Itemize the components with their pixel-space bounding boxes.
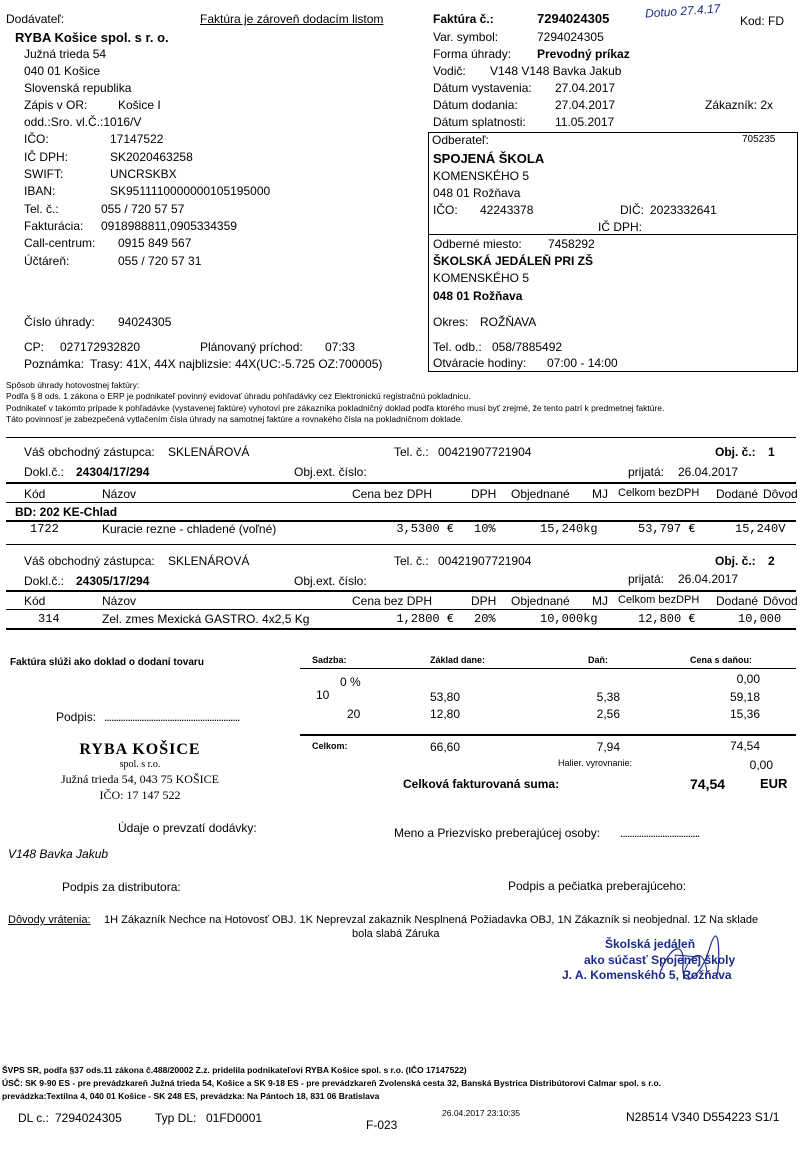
tax-zaklad: 53,80 (429, 690, 460, 704)
order2-prijata-label: prijatá: (628, 572, 665, 586)
tax-head-dan: Daň: (588, 655, 608, 665)
tax-head-zaklad: Základ dane: (430, 655, 486, 665)
icdph-value: SK2020463258 (110, 150, 193, 164)
dovody-line-2: bola slabá Záruka (352, 928, 440, 940)
issue-date: 27.04.2017 (555, 81, 616, 95)
payment-number-label: Číslo úhrady: (24, 315, 95, 329)
swift-value: UNCRSKBX (110, 167, 177, 181)
tel-value: 055 / 720 57 57 (101, 202, 185, 216)
order2-item-obj: 10,000kg (540, 612, 598, 626)
order1-item-obj: 15,240kg (540, 522, 598, 536)
stamp-line-2: spol. s r.o. (119, 759, 161, 770)
total-label: Celková fakturovaná suma: (403, 777, 560, 791)
order1-prijata: 26.04.2017 (678, 465, 739, 479)
footer-reference: N28514 V340 D554223 S1/1 (626, 1110, 780, 1124)
order2-item-dph: 20% (474, 612, 496, 626)
order2-dokl-label: Dokl.č.: (24, 574, 65, 588)
order1-obj-label: Obj. č.: (715, 445, 756, 459)
swift-label: SWIFT: (24, 167, 64, 181)
order1-item-dodane: 15,240V (735, 522, 786, 536)
place-name: ŠKOLSKÁ JEDÁLEŇ PRI ZŠ (433, 254, 594, 268)
order1-tel: 00421907721904 (438, 445, 532, 459)
customer-street: KOMENSKÉHO 5 (433, 169, 530, 183)
delivery-date-label: Dátum dodania: (433, 98, 518, 112)
customer-ico-label: IČO: (433, 203, 458, 217)
order2-tel-label: Tel. č.: (394, 554, 429, 568)
halier-label: Halier. vyrovnanie: (558, 758, 633, 768)
customer-ico: 42243378 (480, 203, 534, 217)
dovody-line-1: 1H Zákazník Nechce na Hotovosť OBJ. 1K Neprevzal zakaznik Nesplnená Požiadavka OBJ, 1N Zákazník si neobjednal. 1Z Na sklade (104, 914, 759, 926)
place-number: 7458292 (548, 237, 595, 251)
order2-dokl: 24305/17/294 (76, 574, 150, 588)
tax-sadzba: 10 (316, 688, 330, 702)
arrival-label: Plánovaný príchod: (200, 340, 303, 354)
order1-prijata-label: prijatá: (628, 465, 665, 479)
icdph-label: IČ DPH: (24, 150, 69, 164)
iban-label: IBAN: (24, 184, 56, 198)
celkom-cena: 74,54 (729, 739, 760, 753)
order2-obj-label: Obj. č.: (715, 554, 756, 568)
due-date: 11.05.2017 (555, 115, 615, 129)
tax-cena: 0,00 (736, 672, 760, 686)
order1-item-celkom: 53,797 € (638, 522, 696, 536)
customer-label: Odberateľ: (432, 133, 489, 147)
podpis-distributor: Podpis za distributora: (62, 880, 181, 894)
col-dovod-2: Dôvod (763, 594, 798, 608)
col-cena-2: Cena bez DPH (352, 594, 433, 608)
customer-icdph-label: IČ DPH: (598, 220, 643, 234)
order1-item-kod: 1722 (30, 522, 59, 536)
order2-objext-label: Obj.ext. číslo: (294, 574, 367, 588)
register-detail: odd.:Sro. vl.Č.:1016/V (24, 115, 142, 129)
signature-scribble-icon (655, 935, 725, 985)
customer-dic: 2023332641 (650, 203, 717, 217)
ico-label: IČO: (24, 132, 49, 146)
okres-value: ROŽŇAVA (480, 315, 537, 329)
print-timestamp: 26.04.2017 23:10:35 (442, 1108, 520, 1118)
supplier-name: RYBA Košice spol. s r. o. (15, 30, 169, 45)
footer-prevadzka: prevádzka:Textilna 4, 040 01 Košice - SK 248 ES, prevádzka: Na Pántoch 18, 831 06 Bratislava (2, 1091, 380, 1101)
meno-dots: .................................. (620, 826, 700, 840)
col-objednane: Objednané (511, 487, 570, 501)
order1-group: BD: 202 KE-Chlad (15, 505, 118, 519)
customer-box (428, 132, 798, 372)
typ-dl-label: Typ DL: (155, 1111, 197, 1125)
customer-dic-label: DIČ: (620, 203, 644, 217)
total-currency: EUR (760, 776, 788, 791)
customer-tel: 058/7885492 (492, 340, 563, 354)
total-value: 74,54 (690, 776, 726, 792)
order1-item-nazov: Kuracie rezne - chladené (voľné) (102, 522, 277, 536)
customer-name: SPOJENÁ ŠKOLA (433, 151, 545, 166)
var-symbol: 7294024305 (537, 30, 604, 44)
tax-head-sadzba: Sadzba: (312, 655, 347, 665)
col-nazov: Názov (102, 487, 137, 501)
col-cena: Cena bez DPH (352, 487, 433, 501)
order2-item-celkom: 12,800 € (638, 612, 696, 626)
tax-cena: 15,36 (729, 707, 760, 721)
payment-form: Prevodný príkaz (537, 47, 630, 61)
legal-line-4: Táto povinnosť je zabezpečená vytlačením čísla úhrady na samotnej faktúre a rovnakého čísla na pokladničnom doklade. (6, 414, 463, 424)
celkom-zaklad: 66,60 (429, 740, 460, 754)
order2-rep: SKLENÁROVÁ (168, 554, 250, 568)
call-value: 0915 849 567 (118, 236, 192, 250)
tax-dan: 5,38 (596, 690, 620, 704)
celkom-dan: 7,94 (596, 740, 620, 754)
col-dodane: Dodané (716, 487, 759, 501)
stamp-line-3: Južná trieda 54, 043 75 KOŠICE (61, 772, 219, 786)
stamp-line-4: IČO: 17 147 522 (99, 788, 181, 802)
tax-sadzba: 20 (347, 707, 361, 721)
col-mj: MJ (592, 487, 608, 501)
tax-dan: 2,56 (596, 707, 620, 721)
tax-head-cena: Cena s daňou: (690, 655, 753, 665)
col-objednane-2: Objednané (511, 594, 570, 608)
tel-label: Tel. č.: (24, 202, 59, 216)
call-label: Call-centrum: (24, 236, 96, 250)
due-date-label: Dátum splatnosti: (433, 115, 526, 129)
col-celkom-2: Celkom bezDPH (618, 594, 700, 606)
register-label: Zápis v OR: (24, 98, 88, 112)
meno-label: Meno a Priezvisko preberajúcej osoby: (394, 826, 601, 840)
dl-label: DL c.: (18, 1111, 49, 1125)
order2-rep-label: Váš obchodný zástupca: (24, 554, 155, 568)
dovody-label: Dôvody vrátenia: (8, 914, 91, 926)
col-dovod: Dôvod (763, 487, 798, 501)
tax-zaklad: 12,80 (429, 707, 460, 721)
uct-value: 055 / 720 57 31 (118, 254, 202, 268)
halier-value: 0,00 (749, 758, 773, 772)
supplier-label: Dodávateľ: (6, 12, 65, 26)
customer-number: 705235 (742, 134, 776, 145)
col-kod-2: Kód (24, 594, 46, 608)
fakt-label: Fakturácia: (24, 219, 84, 233)
school-stamp-line-3: J. A. Komenského 5, Rožňava (562, 968, 732, 982)
order1-tel-label: Tel. č.: (394, 445, 429, 459)
delivery-date: 27.04.2017 (555, 98, 616, 112)
doklad-note: Faktúra slúži ako doklad o dodaní tovaru (10, 657, 204, 668)
legal-line-3: Podnikateľ v takomto prípade k pohľadávke (vystavenej faktúre) vyhotoví pre zákazníka pokladničný doklad podľa ktorého musí byť zrejmé, že tento patrí k predmetnej faktúre. (6, 403, 665, 413)
order1-rep: SKLENÁROVÁ (168, 445, 250, 459)
school-stamp-line-1: Školská jedáleň (605, 937, 696, 951)
hours-value: 07:00 - 14:00 (547, 356, 618, 370)
payment-number: 94024305 (118, 315, 172, 329)
customer-city: 048 01 Rožňava (433, 186, 521, 200)
col-nazov-2: Názov (102, 594, 137, 608)
col-celkom: Celkom bezDPH (618, 487, 700, 499)
place-city: 048 01 Rožňava (433, 289, 523, 303)
podpis-preberajuci: Podpis a pečiatka preberajúceho: (508, 879, 687, 893)
handover-driver: V148 Bavka Jakub (8, 847, 109, 861)
col-dph-2: DPH (471, 594, 497, 608)
col-mj-2: MJ (592, 594, 608, 608)
document-code: Kod: FD (740, 14, 785, 28)
cp-value: 027172932820 (60, 340, 141, 354)
order1-obj: 1 (768, 445, 775, 459)
order2-tel: 00421907721904 (438, 554, 532, 568)
arrival-value: 07:33 (325, 340, 356, 354)
order1-rep-label: Váš obchodný zástupca: (24, 445, 155, 459)
col-kod: Kód (24, 487, 46, 501)
order2-item-nazov: Zel. zmes Mexická GASTRO. 4x2,5 Kg (102, 612, 310, 626)
uct-label: Účtáreň: (24, 254, 70, 268)
handwritten-note: Dotuo 27.4.17 (644, 1, 721, 21)
invoice-label: Faktúra č.: (433, 12, 494, 26)
legal-line-1: Spôsob úhrady hotovostnej faktúry: (6, 380, 140, 390)
order2-prijata: 26.04.2017 (678, 572, 739, 586)
legal-line-2: Podľa § 8 ods. 1 zákona o ERP je podnikateľ povinný evidovať úhradu pohľadávky cez Elektronickú registračnú pokladnicu. (6, 391, 471, 401)
var-symbol-label: Var. symbol: (433, 30, 499, 44)
order2-item-dodane: 10,000 (738, 612, 782, 626)
footer-usc: ÚSČ: SK 9-90 ES - pre prevádzkareň Južná trieda 54, Košice a SK 9-18 ES - pre prevádzkareň Zvolenská cesta 32, Banská Bystrica Distribútorovi Calmar spol. s r.o. (2, 1078, 662, 1088)
order2-item-cena: 1,2800 € (396, 612, 454, 626)
dl-value: 7294024305 (55, 1111, 122, 1125)
order1-item-cena: 3,5300 € (396, 522, 454, 536)
order1-objext-label: Obj.ext. číslo: (294, 465, 367, 479)
stamp-line-1: RYBA KOŠICE (79, 741, 201, 758)
footer-svps: ŠVPS SR, podľa §37 ods.11 zákona č.488/20002 Z.z. pridelila podnikateľovi RYBA Košice spol. s r.o. (IČO 17147522) (2, 1065, 467, 1075)
invoice-note-title: Faktúra je zároveň dodacím listom (200, 12, 384, 26)
supplier-street: Južná trieda 54 (24, 47, 107, 61)
supplier-country: Slovenská republika (24, 81, 132, 95)
register-value: Košice I (118, 98, 161, 112)
tax-sadzba: 0 % (340, 675, 361, 689)
customer-tel-label: Tel. odb.: (433, 340, 482, 354)
driver-label: Vodič: (433, 64, 466, 78)
supplier-city: 040 01 Košice (24, 64, 101, 78)
podpis-label: Podpis: (56, 710, 97, 724)
udaje-label: Údaje o prevzatí dodávky: (118, 821, 257, 835)
hours-label: Otváracie hodiny: (433, 356, 527, 370)
payment-form-label: Forma úhrady: (433, 47, 512, 61)
note-value: Trasy: 41X, 44X najblizsie: 44X(UC:-5.725 OZ:700005) (90, 357, 383, 371)
school-stamp-line-2: ako súčasť Spojenej školy (584, 953, 736, 967)
note-label: Poznámka: (24, 357, 85, 371)
iban-value: SK9511110000000105195000 (110, 184, 271, 198)
col-dodane-2: Dodané (716, 594, 759, 608)
place-street: KOMENSKÉHO 5 (433, 271, 530, 285)
podpis-dots: .......................................................... (104, 710, 240, 724)
order1-item-dph: 10% (474, 522, 496, 536)
driver-value: V148 V148 Bavka Jakub (490, 64, 622, 78)
celkom-label: Celkom: (312, 741, 348, 751)
order2-obj: 2 (768, 554, 775, 568)
form-number: F-023 (366, 1118, 398, 1132)
typ-dl-value: 01FD0001 (206, 1111, 263, 1125)
invoice-number: 7294024305 (537, 11, 610, 26)
order1-dokl: 24304/17/294 (76, 465, 150, 479)
tax-cena: 59,18 (729, 690, 760, 704)
col-dph: DPH (471, 487, 497, 501)
customer-copies: Zákazník: 2x (705, 98, 774, 112)
cp-label: CP: (24, 340, 45, 354)
ico-value: 17147522 (110, 132, 164, 146)
issue-date-label: Dátum vystavenia: (433, 81, 532, 95)
okres-label: Okres: (433, 315, 469, 329)
order2-item-kod: 314 (38, 612, 60, 626)
fakt-value: 0918988811,0905334359 (101, 219, 237, 233)
order1-dokl-label: Dokl.č.: (24, 465, 65, 479)
place-label: Odberné miesto: (433, 237, 522, 251)
